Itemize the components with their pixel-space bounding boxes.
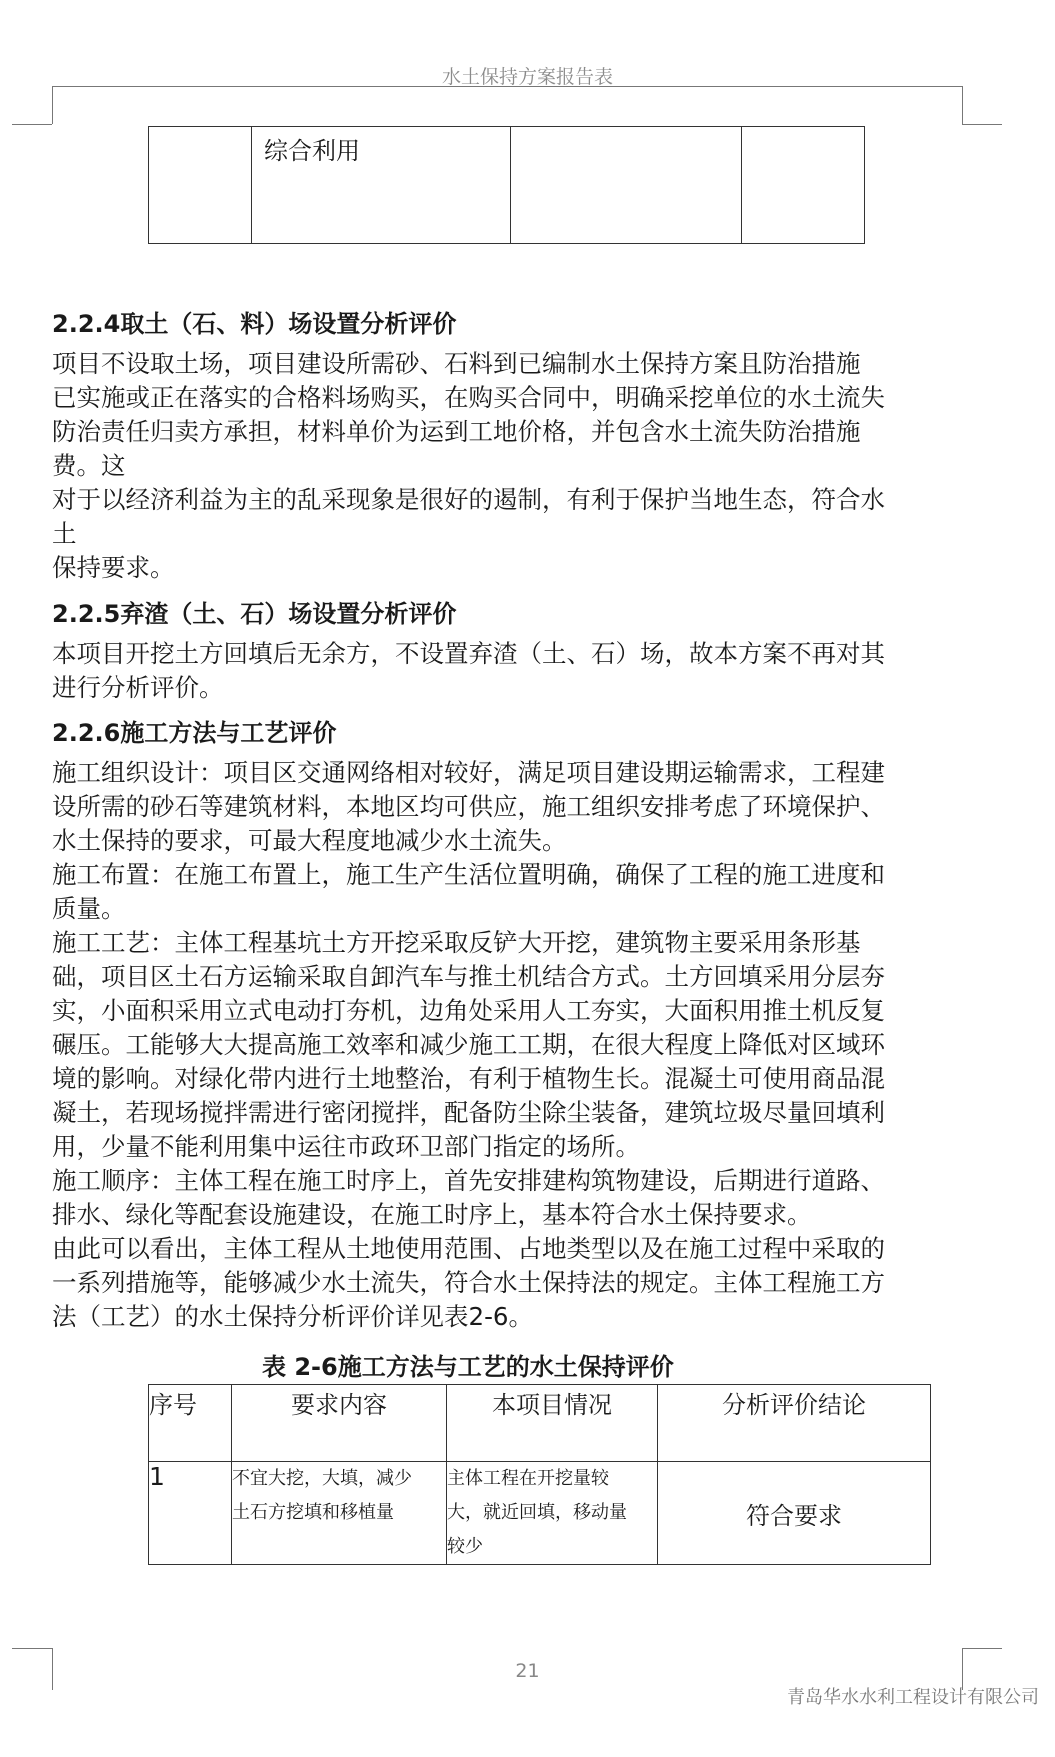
table-2-6 — [148, 1384, 931, 1565]
top-table — [148, 126, 865, 244]
corner-mark-bottom-right-h — [962, 1648, 1002, 1649]
corner-mark-top-right-h — [962, 124, 1002, 125]
section-heading: 2.2.5弃渣（土、石）场设置分析评价 — [52, 600, 457, 628]
corner-mark-top-left-v — [52, 86, 53, 124]
top-table-cell — [511, 127, 742, 244]
section-body: 施工组织设计：项目区交通网络相对较好，满足项目建设期运输需求，工程建 设所需的砂石等建筑材料，本地区均可供应，施工组织安排考虑了环境保护、 水土保持的要求，可最大程度地减少水土流失。 施工布置：在施工布置上，施工生产生活位置明确，确保了工程的施工进度和 质量。 施工工艺：主体工程基坑土方开挖采取反铲大开挖，建筑物主要采用条形基 础，项目区土石方运输采取自卸汽车与推土机结合方式。土方回填采用分层夯 实，小面积采用立式电动打夯机，边角处采用人工夯实，大面积用推土机反复 碾压。工能够大大提高施工效率和减少施工工期，在很大程度上降低对区域环 境的影响。对绿化带内进行土地整治，有利于植物生长。混凝土可使用商品混 凝土，若现场搅拌需进行密闭搅拌，配备防尘除尘装备，建筑垃圾尽量回填利 用，少量不能利用集中运往市政环卫部门指定的场所。 施工顺序：主体工程在施工时序上，首先安排建构筑物建设，后期进行道路、 排水、绿化等配套设施建设，在施工时序上，基本符合水土保持要求。 由此可以看出，主体工程从土地使用范围、占地类型以及在施工过程中采取的 一系列措施等，能够减少水土流失，符合水土保持法的规定。主体工程施工方 法（工艺）的水土保持分析评价详见表2-6。 — [52, 758, 885, 1331]
section-heading: 2.2.4取土（石、料）场设置分析评价 — [52, 310, 457, 338]
page-number: 21 — [515, 1660, 540, 1682]
corner-mark-top-left-h — [12, 124, 52, 125]
section-heading: 2.2.6施工方法与工艺评价 — [52, 719, 337, 747]
section-body: 本项目开挖土方回填后无余方，不设置弃渣（土、石）场，故本方案不再对其 进行分析评价。 — [52, 639, 885, 702]
table-caption: 表 2-6施工方法与工艺的水土保持评价 — [262, 1353, 674, 1381]
table-cell: 不宜大挖，大填，减少 土石方挖填和移植量 — [232, 1462, 447, 1565]
table-header-cell: 本项目情况 — [447, 1385, 658, 1462]
table-cell: 1 — [149, 1462, 232, 1565]
table-header-cell: 分析评价结论 — [658, 1385, 931, 1462]
top-table-cell — [742, 127, 865, 244]
table-header-row — [149, 1385, 931, 1462]
corner-mark-top-right-v — [962, 86, 963, 124]
corner-mark-bottom-left-h — [12, 1648, 52, 1649]
section-body: 项目不设取土场，项目建设所需砂、石料到已编制水土保持方案且防治措施 已实施或正在落实的合格料场购买，在购买合同中，明确采挖单位的水土流失 防治责任归卖方承担，材料单价为运到工地价格，并包含水土流失防治措施 费。这 对于以经济利益为主的乱采现象是很好的遏制，有利于保护当地生态，符合水 土 保持要求。 — [52, 349, 885, 582]
header-rule — [52, 86, 962, 87]
table-cell: 主体工程在开挖量较 大，就近回填，移动量 较少 — [447, 1462, 658, 1565]
header-title: 水土保持方案报告表 — [441, 66, 613, 88]
table-header-cell: 要求内容 — [232, 1385, 447, 1462]
table-row — [149, 1462, 931, 1565]
table-cell: 符合要求 — [658, 1462, 931, 1565]
top-table-cell: 综合利用 — [252, 127, 511, 244]
company-name: 青岛华水水利工程设计有限公司 — [787, 1687, 1039, 1708]
table-header-cell: 序号 — [149, 1385, 232, 1462]
top-table-cell — [149, 127, 252, 244]
